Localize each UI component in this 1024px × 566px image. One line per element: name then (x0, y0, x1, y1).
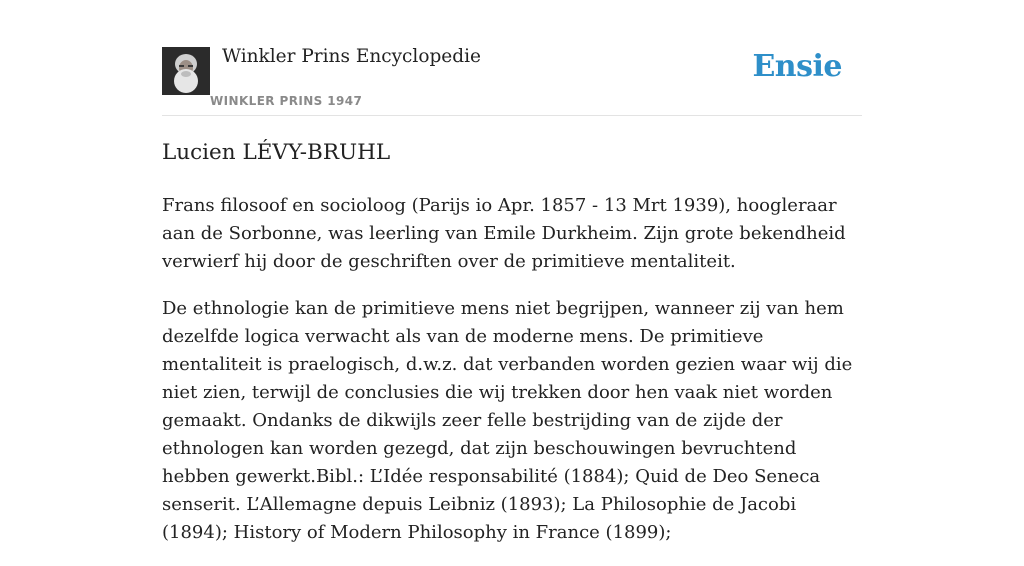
brand-logo[interactable]: Ensie (752, 49, 842, 84)
source-label: WINKLER PRINS 1947 (210, 94, 363, 108)
site-name[interactable]: Winkler Prins Encyclopedie (222, 46, 481, 67)
avatar[interactable] (162, 47, 210, 95)
article-title: Lucien LÉVY-BRUHL (162, 140, 391, 165)
article-paragraph: De ethnologie kan de primitieve mens niet begrijpen, wanneer zij van hem dezelfde logica verwacht als van de moderne mens. De primitieve mentaliteit is praelogisch, d.w.z. dat verbanden worden gezien waar wij die niet zien, terwijl de conclusies die wij trekken door hen vaak niet worden gemaakt. Ondanks de dikwijls zeer felle bestrijding van de zijde der ethnologen kan worden gezegd, dat zijn beschouwingen bevruchtend hebben gewerkt.Bibl.: L’Idée responsabilité (1884); Quid de Deo Seneca senserit. L’Allemagne depuis Leibniz (1893); La Philosophie de Jacobi (1894); History of Modern Philosophy in France (1899); (162, 298, 853, 543)
article-body (162, 192, 862, 566)
article-paragraph: Frans filosoof en socioloog (Parijs io Apr. 1857 - 13 Mrt 1939), hoogleraar aan de Sorbonne, was leerling van Emile Durkheim. Zijn grote bekendheid verwierf hij door de geschriften over de primitieve mentaliteit. (162, 195, 846, 272)
bearded-man-portrait-icon (162, 47, 210, 95)
site-header (162, 44, 862, 116)
